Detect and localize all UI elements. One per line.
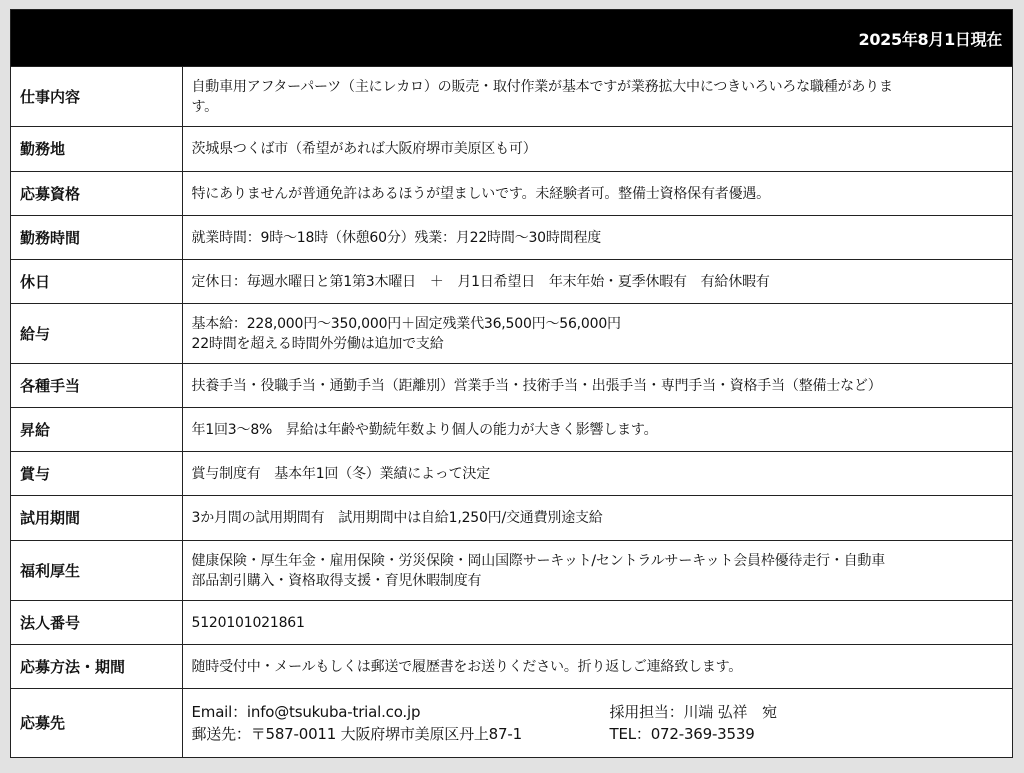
info-table [11, 66, 1012, 757]
table-row [11, 216, 1012, 260]
row-label: 仕事内容 [11, 67, 182, 127]
row-label: 給与 [11, 304, 182, 364]
header-bar [11, 10, 1012, 66]
row-value-line: 5120101021861 [191, 614, 305, 631]
contact-grid [192, 701, 1005, 745]
row-value-line: 部品割引購入・資格取得支援・育児休暇制度有 [191, 572, 482, 589]
row-value-line: 自動車用アフターパーツ（主にレカロ）の販売・取付作業が基本ですが業務拡大中につきいろいろな職種がありま [191, 78, 893, 95]
row-value [182, 304, 1012, 364]
as-of-date: 2025年8月1日現在 [858, 29, 1002, 49]
table-row [11, 172, 1012, 216]
row-value-line: 22時間を超える時間外労働は追加で支給 [191, 335, 444, 352]
row-value-line: 茨城県つくば市（希望があれば大阪府堺市美原区も可） [191, 141, 537, 157]
row-label: 各種手当 [11, 364, 182, 408]
row-label: 応募方法・期間 [11, 645, 182, 689]
contact-details [182, 689, 1012, 757]
row-value [182, 260, 1012, 304]
row-value-line: 健康保険・厚生年金・雇用保険・労災保険・岡山国際サーキット/セントラルサーキット会員枠優待走行・自動車 [191, 552, 886, 569]
row-value [182, 127, 1012, 172]
table-row [11, 408, 1012, 452]
row-value-line: 年1回3～8% 昇給は年齢や勤続年数より個人の能力が大きく影響します。 [191, 421, 658, 438]
row-label: 賞与 [11, 452, 182, 496]
table-row [11, 364, 1012, 408]
row-value-line: 賞与制度有 基本年1回（冬）業績によって決定 [191, 465, 491, 482]
row-label: 法人番号 [11, 601, 182, 645]
contact-email: Email：info@tsukuba-trial.co.jp [191, 702, 421, 721]
row-value [182, 67, 1012, 127]
row-value [182, 452, 1012, 496]
row-label: 勤務地 [11, 127, 182, 172]
row-label: 昇給 [11, 408, 182, 452]
table-row [11, 304, 1012, 364]
table-row [11, 496, 1012, 541]
row-label: 応募先 [11, 689, 182, 757]
row-label: 応募資格 [11, 172, 182, 216]
row-value [182, 172, 1012, 216]
table-row [11, 67, 1012, 127]
row-value-line: 扶養手当・役職手当・通勤手当（距離別）営業手当・技術手当・出張手当・専門手当・資格手当（整備士など） [191, 377, 882, 394]
row-value-line: 随時受付中・メールもしくは郵送で履歴書をお送りください。折り返しご連絡致します。 [191, 658, 743, 675]
table-row [11, 127, 1012, 172]
contact-address: 郵送先：〒587-0011 大阪府堺市美原区丹上87-1 [191, 724, 522, 743]
row-value [182, 364, 1012, 408]
table-row [11, 601, 1012, 645]
table-row [11, 541, 1012, 601]
row-value [182, 408, 1012, 452]
table-row-contact [11, 689, 1012, 757]
row-label: 勤務時間 [11, 216, 182, 260]
contact-tel: TEL：072-369-3539 [609, 724, 755, 743]
row-label: 福利厚生 [11, 541, 182, 601]
recruitment-info-sheet [10, 9, 1013, 758]
contact-person: 採用担当：川端 弘祥 宛 [609, 702, 777, 721]
row-value-line: 定休日：毎週水曜日と第1第3木曜日 ＋ 月1日希望日 年末年始・夏季休暇有 有給休暇有 [191, 273, 770, 290]
row-label: 休日 [11, 260, 182, 304]
row-value-line: 特にありませんが普通免許はあるほうが望ましいです。未経験者可。整備士資格保有者優遇。 [191, 185, 770, 202]
row-value [182, 216, 1012, 260]
table-row [11, 645, 1012, 689]
row-value [182, 601, 1012, 645]
row-value-line: 基本給：228,000円～350,000円＋固定残業代36,500円～56,000円 [191, 315, 621, 332]
row-value [182, 645, 1012, 689]
table-row [11, 452, 1012, 496]
row-value-line: 就業時間：9時～18時（休憩60分）残業：月22時間～30時間程度 [191, 229, 602, 246]
row-value [182, 541, 1012, 601]
table-row [11, 260, 1012, 304]
row-value [182, 496, 1012, 541]
row-value-line: す。 [191, 98, 218, 115]
row-label: 試用期間 [11, 496, 182, 541]
row-value-line: 3か月間の試用期間有 試用期間中は自給1,250円/交通費別途支給 [191, 510, 603, 526]
